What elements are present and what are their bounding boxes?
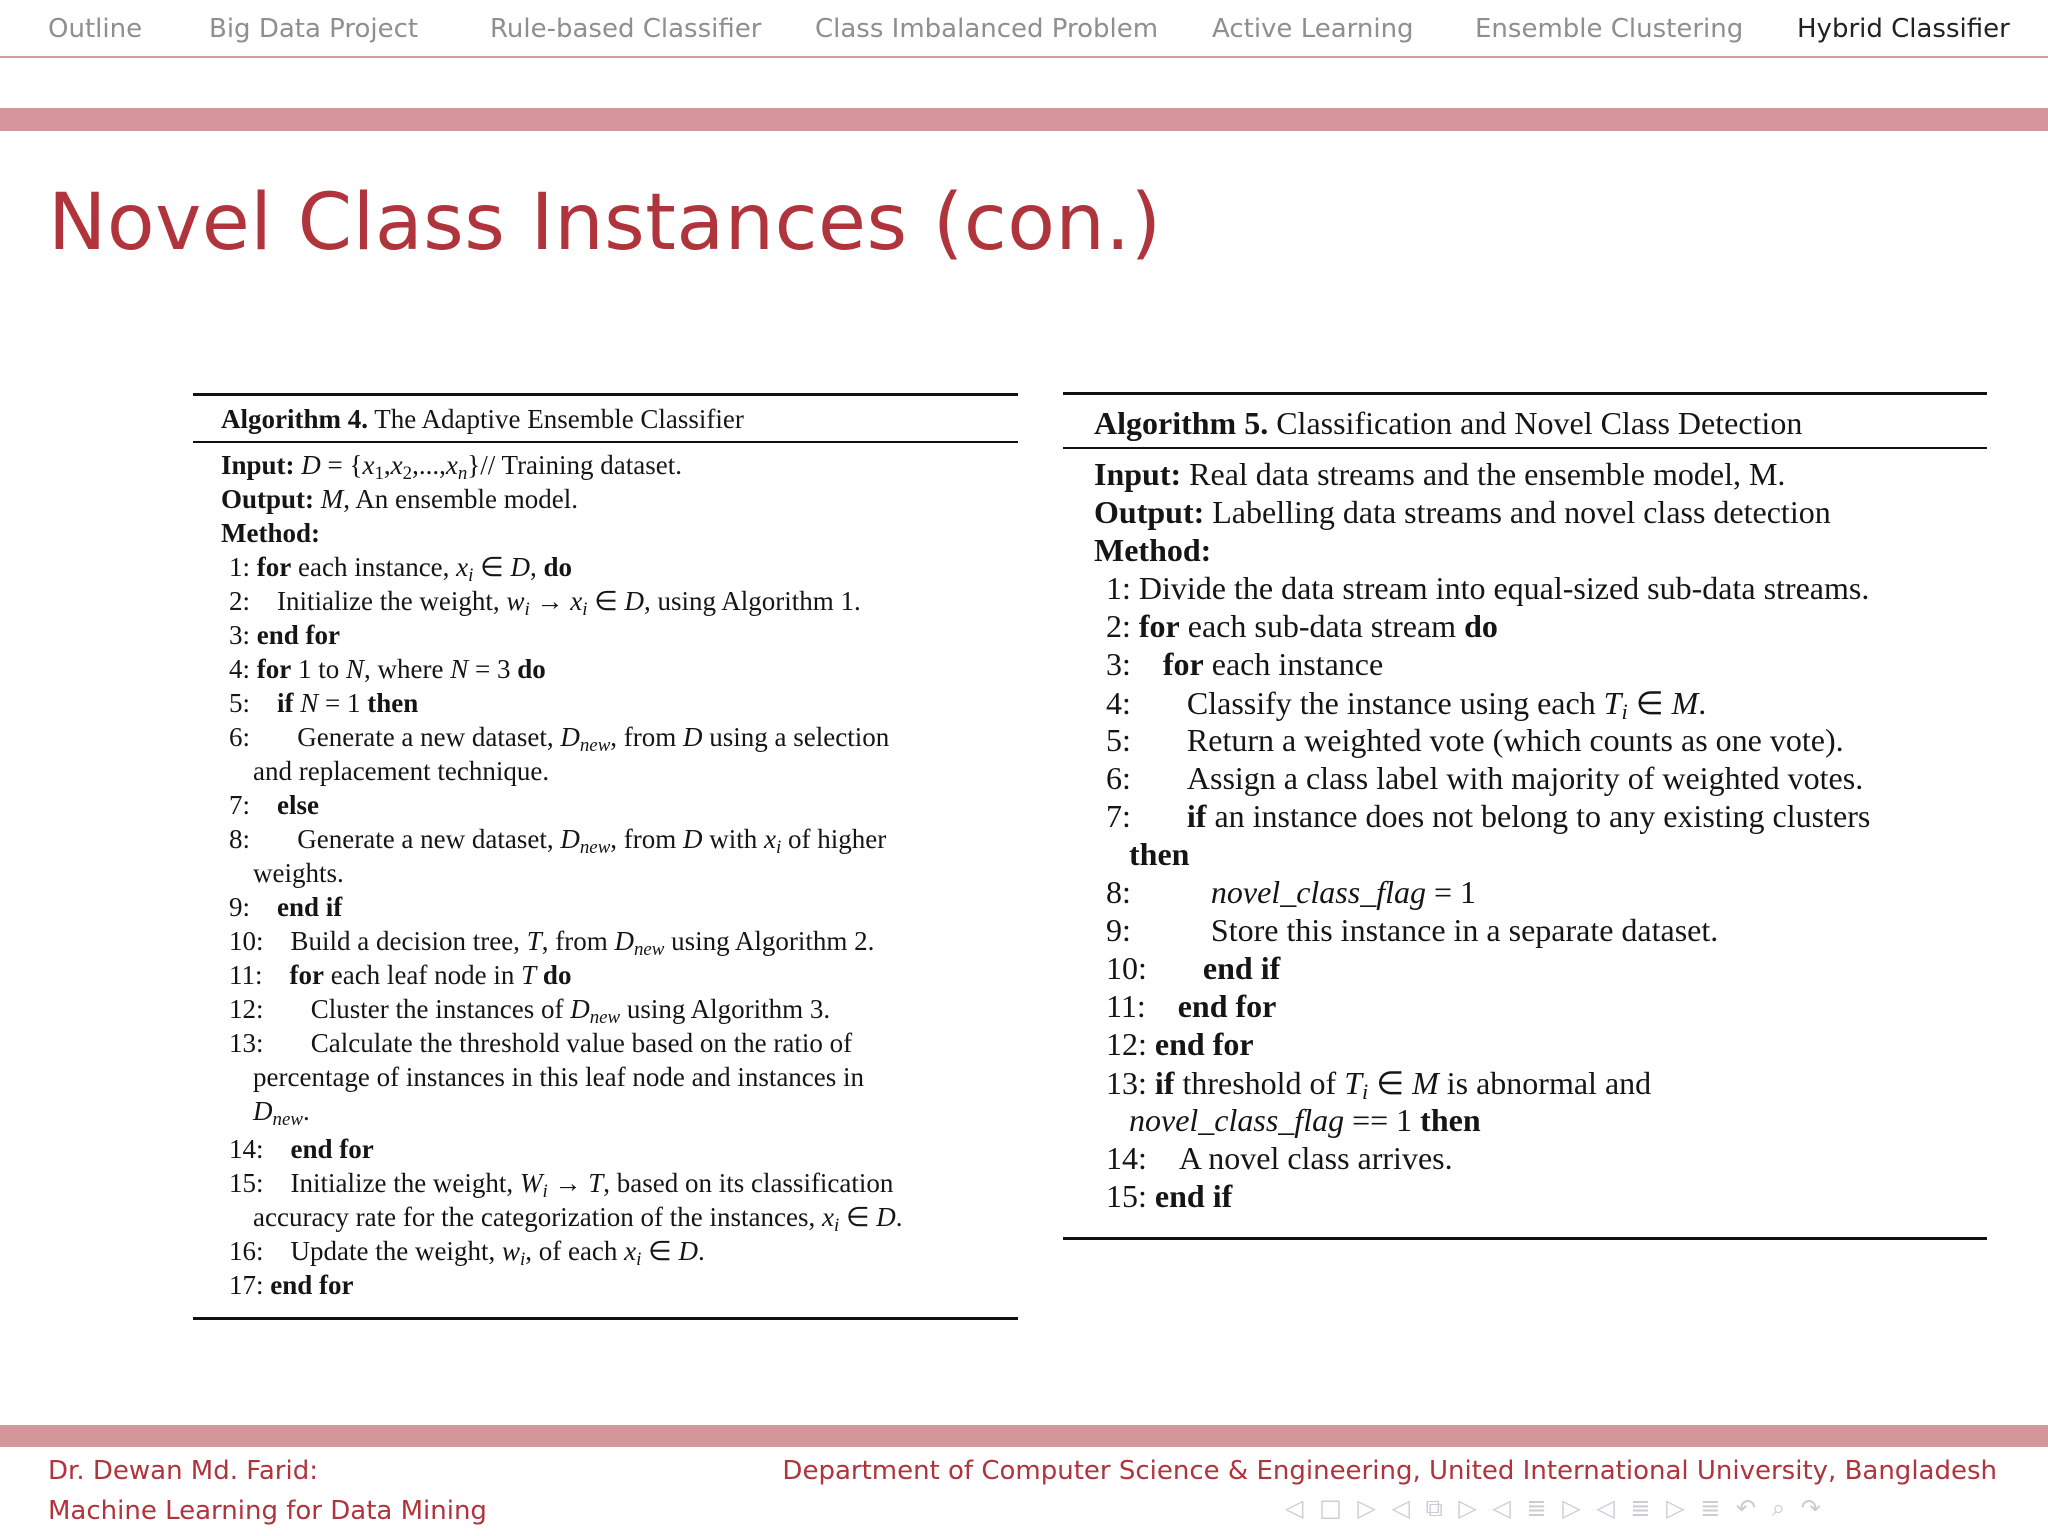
- algorithm-5-step-6: 6: Assign a class label with majority of weighted votes.: [1106, 760, 1864, 796]
- algorithm-5-step-8: 8: novel_class_flag = 1: [1106, 874, 1477, 910]
- slide-navigation-controls[interactable]: ◁ □ ▷ ◁ ⧉ ▷ ◁ ≣ ▷ ◁ ≣ ▷ ≣ ↶ ⌕ ↷: [1285, 1494, 1825, 1522]
- algorithm-5-step-4: 4: Classify the instance using each $T_i$ ∈ M.: [1106, 685, 1707, 724]
- algorithm-5-step-7: 7: if an instance does not belong to any existing clusters: [1106, 798, 1871, 834]
- algorithm-4-step-9: 9: end if: [229, 892, 343, 922]
- input-label: Input:: [1094, 456, 1182, 492]
- nav-item-active-learning[interactable]: Active Learning: [1212, 14, 1414, 44]
- method-label: Method:: [221, 518, 320, 548]
- algorithm-5-step-13-cont: novel_class_flag == 1 then: [1129, 1102, 1481, 1138]
- nav-item-hybrid-classifier[interactable]: Hybrid Classifier: [1797, 14, 2010, 44]
- algorithm-5-step-1: 1: Divide the data stream into equal-sized sub-data streams.: [1106, 570, 1870, 606]
- algorithm-4-step-6: 6: Generate a new dataset, $D_{new}$, from D using a selection: [229, 722, 890, 756]
- output-label: Output:: [221, 484, 315, 514]
- algorithm-5-method: [1094, 532, 1211, 569]
- header-rule: [193, 441, 1018, 443]
- bottom-rule: [1063, 1237, 1987, 1240]
- nav-item-rule-based-classifier[interactable]: Rule-based Classifier: [490, 14, 762, 44]
- algorithm-4-label: Algorithm 4.: [221, 404, 368, 434]
- nav-item-outline[interactable]: Outline: [48, 14, 143, 44]
- algorithm-5-step-7-cont: then: [1129, 836, 1190, 872]
- algorithm-4-step-6-cont: and replacement technique.: [253, 756, 550, 786]
- algorithm-4-step-8: 8: Generate a new dataset, $D_{new}$, from D with $x_i$ of higher: [229, 824, 887, 858]
- algorithm-5-step-9: 9: Store this instance in a separate dataset.: [1106, 912, 1719, 948]
- algorithm-4-title: The Adaptive Ensemble Classifier: [374, 404, 744, 434]
- algorithm-4-input: Input: $D = \{x_1,x_2,...,x_n\}//$ Training dataset.: [221, 450, 683, 484]
- header-band: [0, 108, 2048, 131]
- header-rule: [1063, 447, 1987, 449]
- algorithm-5-step-2: 2: for each sub-data stream do: [1106, 608, 1498, 644]
- method-label: Method:: [1094, 532, 1212, 568]
- algorithm-5-step-15: 15: end if: [1106, 1178, 1233, 1214]
- algorithm-5-step-11: 11: end for: [1106, 988, 1277, 1024]
- footer-author: Dr. Dewan Md. Farid:: [48, 1456, 318, 1486]
- algorithm-5-output: [1094, 494, 1831, 531]
- algorithm-5-title: Classification and Novel Class Detection: [1276, 405, 1803, 441]
- algorithm-5-step-3: 3: for each instance: [1106, 646, 1384, 682]
- algorithm-5-caption: [1094, 405, 1802, 442]
- algorithm-5-input: [1094, 456, 1785, 493]
- algorithm-5-step-5: 5: Return a weighted vote (which counts as one vote).: [1106, 722, 1844, 758]
- slide-title: Novel Class Instances (con.): [48, 178, 1162, 268]
- algorithm-4-output: Output: M, An ensemble model.: [221, 484, 578, 514]
- footer-department: Department of Computer Science & Engineering, United International University, Bangladesh: [782, 1456, 1997, 1486]
- footer-course: Machine Learning for Data Mining: [48, 1496, 487, 1526]
- algorithm-5-step-14: 14: A novel class arrives.: [1106, 1140, 1453, 1176]
- nav-item-class-imbalanced-problem[interactable]: Class Imbalanced Problem: [815, 14, 1159, 44]
- algorithm-4-step-12: 12: Cluster the instances of $D_{new}$ using Algorithm 3.: [229, 994, 831, 1028]
- algorithm-4-step-14: 14: end for: [229, 1134, 374, 1164]
- algorithm-4-step-4: 4: for 1 to N, where N = 3 do: [229, 654, 546, 684]
- algorithm-4-step-2: 2: Initialize the weight, $w_i \to x_i$ ∈ D, using Algorithm 1.: [229, 586, 861, 620]
- algorithm-5-step-13: 13: if threshold of $T_i$ ∈ M is abnormal and: [1106, 1065, 1652, 1104]
- algorithm-4-box: [193, 393, 1018, 1323]
- algorithm-4-caption: [221, 404, 744, 435]
- algorithm-5-step-10: 10: end if: [1106, 950, 1281, 986]
- algorithm-4-step-5: 5: if N = 1 then: [229, 688, 419, 718]
- algorithm-4-step-11: 11: for each leaf node in T do: [229, 960, 572, 990]
- output-text: Labelling data streams and novel class detection: [1212, 494, 1831, 530]
- nav-item-big-data-project[interactable]: Big Data Project: [209, 14, 419, 44]
- top-rule: [1063, 392, 1987, 395]
- footer-band: [0, 1425, 2048, 1447]
- algorithm-4-method: [221, 518, 320, 549]
- input-label: Input:: [221, 450, 295, 480]
- bottom-rule: [193, 1317, 1018, 1320]
- algorithm-4-step-13-cont: percentage of instances in this leaf node and instances in: [253, 1062, 865, 1092]
- algorithm-4-step-15: 15: Initialize the weight, $W_i \to T$, based on its classification: [229, 1168, 894, 1202]
- top-rule: [193, 393, 1018, 396]
- algorithm-5-label: Algorithm 5.: [1094, 405, 1269, 441]
- algorithm-5-box: [1063, 392, 1987, 1242]
- algorithm-4-step-8-cont: weights.: [253, 858, 344, 888]
- output-label: Output:: [1094, 494, 1205, 530]
- algorithm-4-step-13: 13: Calculate the threshold value based on the ratio of: [229, 1028, 853, 1058]
- input-text: Real data streams and the ensemble model, M.: [1189, 456, 1786, 492]
- algorithm-4-step-16: 16: Update the weight, $w_i$, of each $x_i$ ∈ D.: [229, 1236, 705, 1270]
- algorithm-4-step-7: 7: else: [229, 790, 319, 820]
- algorithm-4-step-3: 3: end for: [229, 620, 341, 650]
- algorithm-4-step-13-cont-2: $D_{new}$.: [253, 1096, 310, 1130]
- algorithm-4-step-1: 1: for each instance, $x_i$ ∈ D, do: [229, 552, 572, 586]
- algorithm-4-step-15-cont: accuracy rate for the categorization of the instances, $x_i$ ∈ D.: [253, 1202, 903, 1236]
- algorithm-4-step-17: 17: end for: [229, 1270, 354, 1300]
- algorithm-5-step-12: 12: end for: [1106, 1026, 1254, 1062]
- algorithm-4-step-10: 10: Build a decision tree, T, from $D_{new}$ using Algorithm 2.: [229, 926, 875, 960]
- section-navigation: [0, 0, 2048, 58]
- nav-item-ensemble-clustering[interactable]: Ensemble Clustering: [1475, 14, 1744, 44]
